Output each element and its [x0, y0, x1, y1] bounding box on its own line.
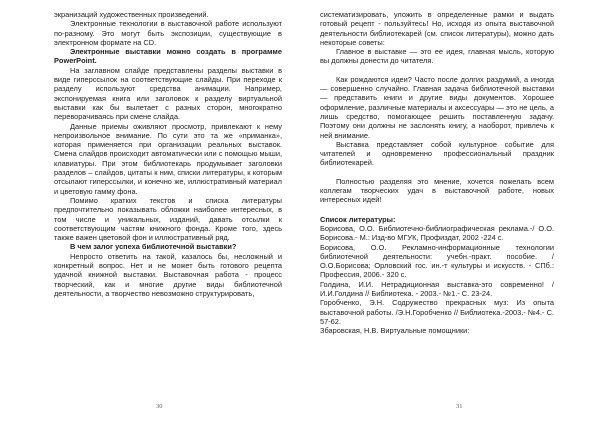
reference-item: Голдина, И.И. Нетрадиционная выставка-это современно! / И.И.Голдина // Библиотека. - 2003.- №1.- С. 23-24. [320, 279, 554, 299]
left-paragraph: Данные приемы оживляют просмотр, привлекают к нему непроизвольное внимание. По сути это та же «приманка», которая применяется при организации реальных выставок. Смена слайдов происходит автоматически или с помощью мыши, клавиатуры. При этом библиотекарь продумывает заголовки разделов – слайдов, цитаты к ним, списки литературы, к которым отсылают гиперссылки, и конечно же, иллюстративный материал и цветовую гамму фона. [54, 121, 282, 196]
reference-item: Горобченко, Э.Н. Содружество прекрасных муз: Из опыта выставочной работы. /Э.Н.Горобченко // Библиотека.-2003.- №4.- С. 57-62. [320, 298, 554, 326]
left-paragraph: Электронные выставки можно создать в программе PowerPoint. [54, 47, 282, 66]
right-page-text [320, 10, 554, 336]
page-number-right: 31 [456, 403, 463, 410]
references-title: Список литературы: [320, 214, 396, 224]
right-paragraph: Главное в выставке — это ее идея, главная мысль, которую вы должны донести до читателя. [320, 47, 554, 66]
left-paragraph: Помимо кратких текстов и списка литературы предпочтительно показывать обложки наиболее интересных, в том числе и уникальных, изданий, давать отсылки к соответствующим частям книжного фонда. Кроме того, здесь также важен цветовой фон и иллюстративный ряд. [54, 195, 282, 243]
left-paragraph: На заглавном слайде представлены разделы выставки в виде гиперссылок на соответствующие слайды. При переходе к разделу используют средства анимации. Например, экспонируемая книга или заголовок к разделу виртуальной выставки как бы вылетает с разных сторон, многократно переворачиваясь при смене слайда. [54, 65, 282, 122]
reference-item: Борисова, О.О. Рекламно-информационные технологии библиотечной деятельности: учебн.-практ. пособие. / О.О.Борисова; Орловский гос. ин.-т культуры и искусств. - СПб.: Профессия, 2006.- 320 с. [320, 242, 554, 280]
left-paragraph: экранизаций художественных произведений. [54, 10, 209, 19]
left-page-text [54, 10, 282, 298]
right-paragraph: систематизировать, уложить в определенные рамки и выдать готовый рецепт - пользуйтесь! Но, исходя из опыта выставочной деятельности библиотекарей (см. список литературы), можно дать некоторые советы: [320, 10, 554, 47]
left-paragraph: В чем залог успеха библиотечной выставки? [70, 242, 237, 252]
right-paragraph: Полностью разделяя это мнение, хочется пожелать всем коллегам творческих удач в выставочной работе, новых интересных идей! [320, 176, 554, 205]
left-paragraph: Непросто ответить на такой, казалось бы, несложный и конкретный вопрос. Нет и не может быть готового рецепта удачной книжной выставки. Выставочная работа - процесс творческий, как и многие другие виды библиотечной деятельности, а творчество невозможно структурировать, [54, 251, 282, 298]
right-paragraph: Как рождаются идеи? Часто после долгих раздумий, а иногда — совершенно случайно. Главная задача библиотечной выставки — представить книги и другие виды документов. Хорошее оформление, различные материалы и аксессуары — это не цель, а лишь средство, помогающее решить поставленную задачу. Поэтому они должны не заслонять книгу, а наоборот, привлечь к ней внимание. [320, 74, 554, 140]
reference-item: Збаровская, Н.В. Виртуальные помощники: [320, 326, 470, 336]
left-paragraph: Электронные технологии в выставочной работе используют по-разному. Это могут быть экспозиции, существующие в электронном формате на CD. [54, 19, 282, 47]
right-paragraph: Выставка представляет собой культурное событие для читателей и одновременно профессиональный праздник библиотекарей. [320, 139, 554, 168]
reference-item: Борисова, О.О. Библиотечно-библиографическая реклама.-/ О.О. Борисова.- М.: Изд-во МГУК, Профиздат, 2002 -224 с. [320, 223, 554, 243]
right-page [300, 0, 600, 424]
page-number-left: 30 [156, 403, 163, 410]
